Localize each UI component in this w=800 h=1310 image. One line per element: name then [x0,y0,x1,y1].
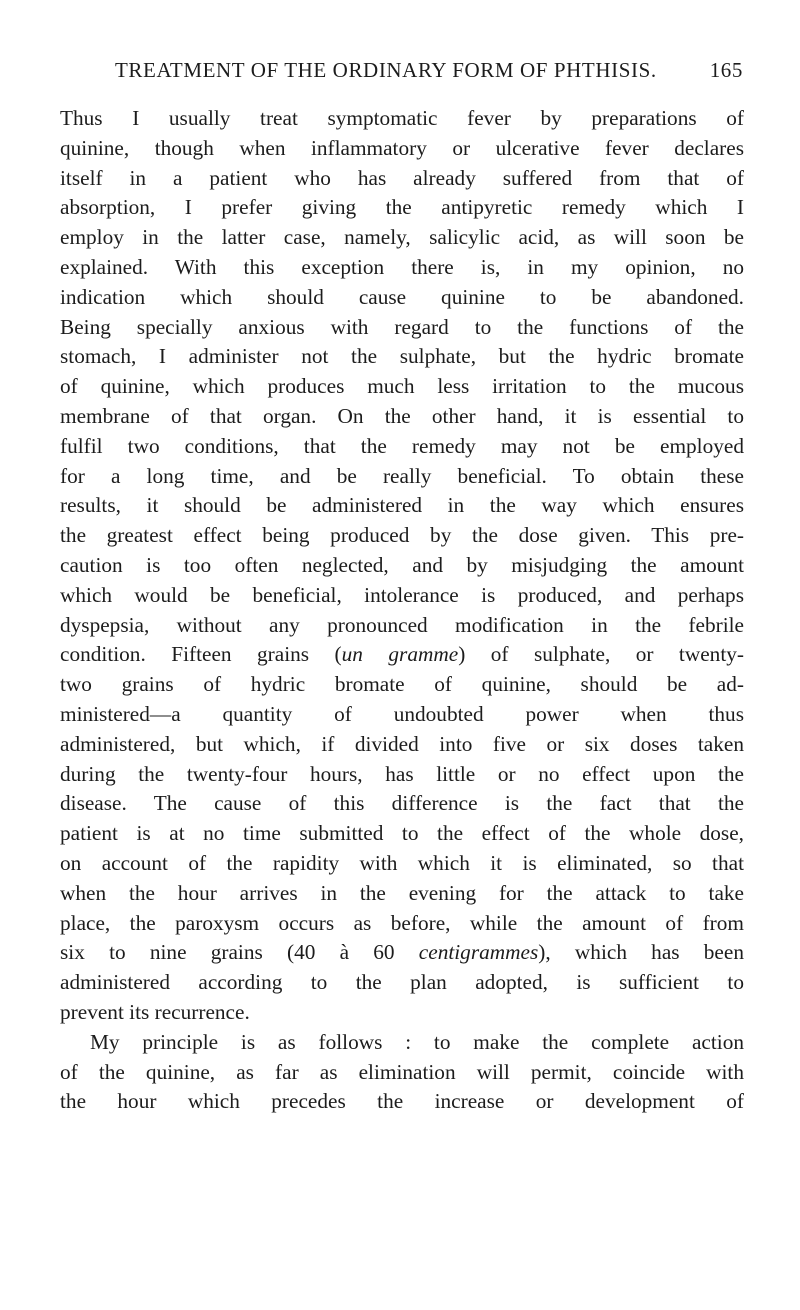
text-line: of the quinine, as far as elimination will permit, coincide with [60,1059,744,1084]
text-line: administered, but which, if divided into five or six doses taken [60,731,744,756]
text-line: two grains of hydric bromate of quinine, should be ad- [60,672,744,697]
text-line: on account of the rapidity with which it is eliminated, so that [60,850,744,875]
text-line: the hour which precedes the increase or development of [60,1089,744,1114]
text-line: absorption, I prefer giving the antipyretic remedy which I [60,195,744,220]
text-line: patient is at no time submitted to the effect of the whole dose, [60,821,744,846]
text-line: indication which should cause quinine to be abandoned. [60,284,744,309]
text-line: administered according to the plan adopted, is sufficient to [60,970,744,995]
text-line-with-italic: six to nine grains (40 à 60 centigrammes), which has been [60,940,744,965]
italic-term: centigrammes [418,940,539,965]
text-line: fulfil two conditions, that the remedy may not be employed [60,433,744,458]
text-line: ministered—a quantity of undoubted power when thus [60,701,744,726]
text-line: when the hour arrives in the evening for the attack to take [60,880,744,905]
chapter-running-title: TREATMENT OF THE ORDINARY FORM OF PHTHISIS. [115,58,657,82]
text-line: itself in a patient who has already suffered from that of [60,165,744,190]
body-text [60,104,744,1117]
text-line: Thus I usually treat symptomatic fever by preparations of [60,106,744,130]
text-line: results, it should be administered in the way which ensures [60,493,744,518]
text-line: prevent its recurrence. [60,999,250,1024]
text-line: stomach, I administer not the sulphate, but the hydric bromate [60,344,744,369]
text-line: for a long time, and be really beneficial. To obtain these [60,463,744,488]
text-line: explained. With this exception there is, in my opinion, no [60,254,744,279]
text-line: disease. The cause of this difference is the fact that the [60,791,744,816]
text-line-with-italic: condition. Fifteen grains (un gramme) of sulphate, or twenty- [60,642,744,667]
text-line: place, the paroxysm occurs as before, while the amount of from [60,910,744,935]
text-line: membrane of that organ. On the other hand, it is essential to [60,403,744,428]
text-line: the greatest effect being produced by the dose given. This pre- [60,523,744,548]
text-line: caution is too often neglected, and by misjudging the amount [60,552,744,577]
text-line: Being specially anxious with regard to the functions of the [60,314,744,339]
text-line: which would be beneficial, intolerance is produced, and perhaps [60,582,744,607]
text-line: during the twenty-four hours, has little or no effect upon the [60,761,744,786]
text-line: of quinine, which produces much less irritation to the mucous [60,374,744,399]
italic-term: un gramme [341,642,459,667]
paragraph-1 [60,104,744,1028]
text-line: quinine, though when inflammatory or ulcerative fever declares [60,135,744,160]
paragraph-2 [60,1028,744,1117]
running-header [115,58,743,88]
text-line: dyspepsia, without any pronounced modification in the febrile [60,612,744,637]
text-line: My principle is as follows : to make the complete action [90,1029,744,1054]
text-line: employ in the latter case, namely, salicylic acid, as will soon be [60,225,744,250]
page-number: 165 [709,58,743,82]
